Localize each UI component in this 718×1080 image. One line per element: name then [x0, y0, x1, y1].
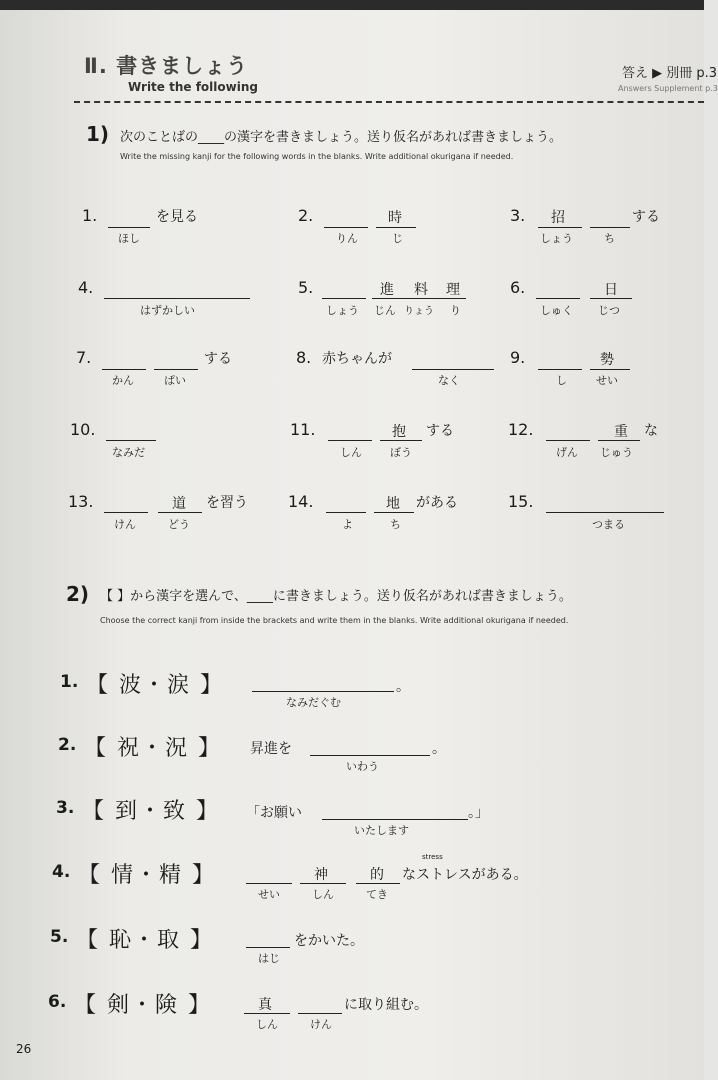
q7-reading1: かん [112, 374, 134, 387]
q4-blank[interactable] [104, 297, 250, 299]
s2-q2-choices: 【 祝・況 】 [84, 736, 222, 761]
top-shadow [0, 0, 704, 10]
q12-blank[interactable] [546, 439, 590, 441]
q2-number: 2. [298, 206, 314, 225]
q11-reading2: ぼう [390, 446, 412, 459]
q7-number: 7. [76, 348, 92, 367]
s2-q5-text: をかいた。 [294, 933, 364, 949]
s2-q4-number: 4. [52, 862, 71, 882]
q10-number: 10. [70, 420, 96, 439]
q1-reading: ほし [118, 232, 140, 245]
q8-reading: なく [438, 374, 460, 387]
s2-q4-reading3: てき [366, 888, 388, 901]
q12-text: な [644, 423, 658, 439]
s2-q6-blank[interactable] [298, 1012, 342, 1014]
q15-blank[interactable] [546, 511, 664, 513]
q6-blank[interactable] [536, 297, 580, 299]
q6-reading2: じつ [598, 304, 620, 317]
q10-blank[interactable] [106, 439, 156, 441]
s2-q5-blank[interactable] [246, 946, 290, 948]
q1-blank[interactable] [108, 226, 150, 228]
section-subtitle: Write the following [128, 80, 258, 94]
s2-q6-reading2: けん [310, 1018, 332, 1031]
q3-reading2: ち [604, 232, 615, 245]
q1-text: を見る [156, 209, 198, 225]
q4-reading: はずかしい [140, 304, 195, 317]
s2-q1-blank[interactable] [252, 690, 394, 692]
q11-underline [380, 439, 422, 441]
q12-underline [598, 439, 640, 441]
q3-text: する [632, 209, 660, 225]
q5-kanji1: 進 [380, 282, 394, 298]
s2-q2-number: 2. [58, 735, 77, 755]
q9-underline [590, 368, 630, 370]
q8-text: 赤ちゃんが [322, 351, 392, 367]
q7-reading2: ぱい [164, 374, 186, 387]
q6-number: 6. [510, 278, 526, 297]
s2-q4-choices: 【 情・精 】 [78, 863, 216, 888]
q2-reading1: りん [336, 232, 358, 245]
q5-reading2: じん [374, 304, 396, 317]
q15-reading: つまる [592, 518, 625, 531]
s2-q3-number: 3. [56, 798, 75, 818]
q11-number: 11. [290, 420, 316, 439]
s2-q6-underline [244, 1012, 290, 1014]
answers-reference-en: Answers Supplement p.3 [618, 84, 718, 93]
q9-reading2: せい [596, 374, 618, 387]
q9-number: 9. [510, 348, 526, 367]
q7-blank1[interactable] [102, 368, 146, 370]
q14-blank[interactable] [326, 511, 366, 513]
q14-reading2: ち [390, 518, 401, 531]
q14-underline [374, 511, 414, 513]
q2-kanji: 時 [388, 210, 402, 226]
q8-blank[interactable] [412, 368, 494, 370]
q3-reading1: しょう [540, 232, 573, 245]
s2-q4-blank[interactable] [246, 882, 292, 884]
page-number: 26 [16, 1042, 32, 1056]
s2-q3-reading: いたします [354, 824, 409, 837]
q3-kanji: 招 [551, 210, 565, 226]
s2-q6-reading1: しん [256, 1018, 278, 1031]
s2-q4-reading2: しん [312, 888, 334, 901]
q12-number: 12. [508, 420, 534, 439]
q6-kanji: 日 [604, 282, 618, 298]
q12-reading1: げん [556, 446, 578, 459]
section2-number: 2) [66, 582, 90, 606]
q11-reading1: しん [340, 446, 362, 459]
s2-q5-number: 5. [50, 927, 69, 947]
q13-blank[interactable] [104, 511, 148, 513]
q4-number: 4. [78, 278, 94, 297]
q3-blank[interactable] [590, 226, 630, 228]
q2-reading2: じ [392, 232, 403, 245]
q5-blank[interactable] [322, 297, 366, 299]
s2-q6-choices: 【 剣・険 】 [74, 993, 212, 1018]
q13-underline [158, 511, 202, 513]
q13-number: 13. [68, 492, 94, 511]
section1-number: 1) [86, 122, 110, 146]
q14-text: がある [416, 495, 458, 511]
s2-q6-number: 6. [48, 992, 67, 1012]
q9-blank[interactable] [538, 368, 582, 370]
q14-number: 14. [288, 492, 314, 511]
s2-q6-text: に取り組む。 [344, 997, 428, 1013]
q7-blank2[interactable] [154, 368, 198, 370]
q13-reading1: けん [114, 518, 136, 531]
q13-kanji: 道 [172, 496, 186, 512]
s2-q2-blank[interactable] [310, 754, 430, 756]
s2-q6-kanji: 真 [258, 997, 272, 1013]
q13-text: を習う [206, 495, 248, 511]
q6-reading1: しゅく [540, 304, 573, 317]
s2-q2-text-before: 昇進を [250, 741, 292, 757]
s2-q1-reading: なみだぐむ [286, 696, 341, 709]
q5-reading1: しょう [326, 304, 359, 317]
q5-kanji2: 料 [414, 282, 428, 298]
q13-reading2: どう [168, 518, 190, 531]
q1-number: 1. [82, 206, 98, 225]
q5-number: 5. [298, 278, 314, 297]
q9-kanji: 勢 [600, 352, 614, 368]
q9-reading1: し [556, 374, 567, 387]
section2-instruction-en: Choose the correct kanji from inside the brackets and write them in the blanks. Write additional okurigana if needed. [100, 616, 569, 625]
q7-text: する [204, 351, 232, 367]
s2-q4-kanji2: 的 [370, 867, 384, 883]
s2-q5-reading: はじ [258, 952, 280, 965]
s2-q4-kanji1: 神 [314, 867, 328, 883]
section2-instruction: 【 】から漢字を選んで、____に書きましょう。送り仮名があれば書きましょう。 [100, 589, 572, 604]
q5-kanji3: 理 [446, 282, 460, 298]
s2-q1-text: 。 [396, 679, 410, 695]
q2-blank[interactable] [324, 226, 368, 228]
q10-reading: なみだ [112, 446, 145, 459]
section1-instruction-en: Write the missing kanji for the following words in the blanks. Write additional okurigana if needed. [120, 152, 514, 161]
answers-reference: 答え ▶ 別冊 p.3 [622, 66, 718, 81]
s2-q4-gloss: stress [422, 853, 443, 861]
s2-q5-choices: 【 恥・取 】 [76, 928, 214, 953]
q5-reading4: り [450, 304, 461, 317]
s2-q4-reading1: せい [258, 888, 280, 901]
q12-kanji: 重 [614, 424, 628, 440]
s2-q3-blank[interactable] [322, 818, 468, 820]
q14-reading1: よ [342, 518, 353, 531]
s2-q4-text: なストレスがある。 [402, 867, 528, 883]
s2-q2-text-after: 。 [432, 741, 446, 757]
s2-q1-number: 1. [60, 672, 79, 692]
q5-underline [372, 297, 466, 299]
q3-underline [538, 226, 582, 228]
s2-q3-text-after: 。」 [468, 805, 489, 821]
s2-q4-underline2 [356, 882, 400, 884]
q6-underline [590, 297, 632, 299]
q11-blank[interactable] [328, 439, 372, 441]
s2-q2-reading: いわう [346, 760, 379, 773]
section-title: Ⅱ. 書きましょう [84, 54, 249, 78]
q11-text: する [426, 423, 454, 439]
s2-q4-underline1 [300, 882, 346, 884]
q14-kanji: 地 [386, 496, 400, 512]
section1-instruction: 次のことばの____の漢字を書きましょう。送り仮名があれば書きましょう。 [120, 130, 563, 145]
q15-number: 15. [508, 492, 534, 511]
s2-q1-choices: 【 波・涙 】 [86, 673, 224, 698]
q8-number: 8. [296, 348, 312, 367]
q5-reading3: りょう [404, 306, 434, 317]
q11-kanji: 抱 [392, 424, 406, 440]
dashed-divider [74, 101, 704, 103]
s2-q3-text-before: 「お願い [246, 805, 302, 821]
s2-q3-choices: 【 到・致 】 [82, 799, 220, 824]
q12-reading2: じゅう [600, 446, 633, 459]
q2-underline [376, 226, 416, 228]
q3-number: 3. [510, 206, 526, 225]
